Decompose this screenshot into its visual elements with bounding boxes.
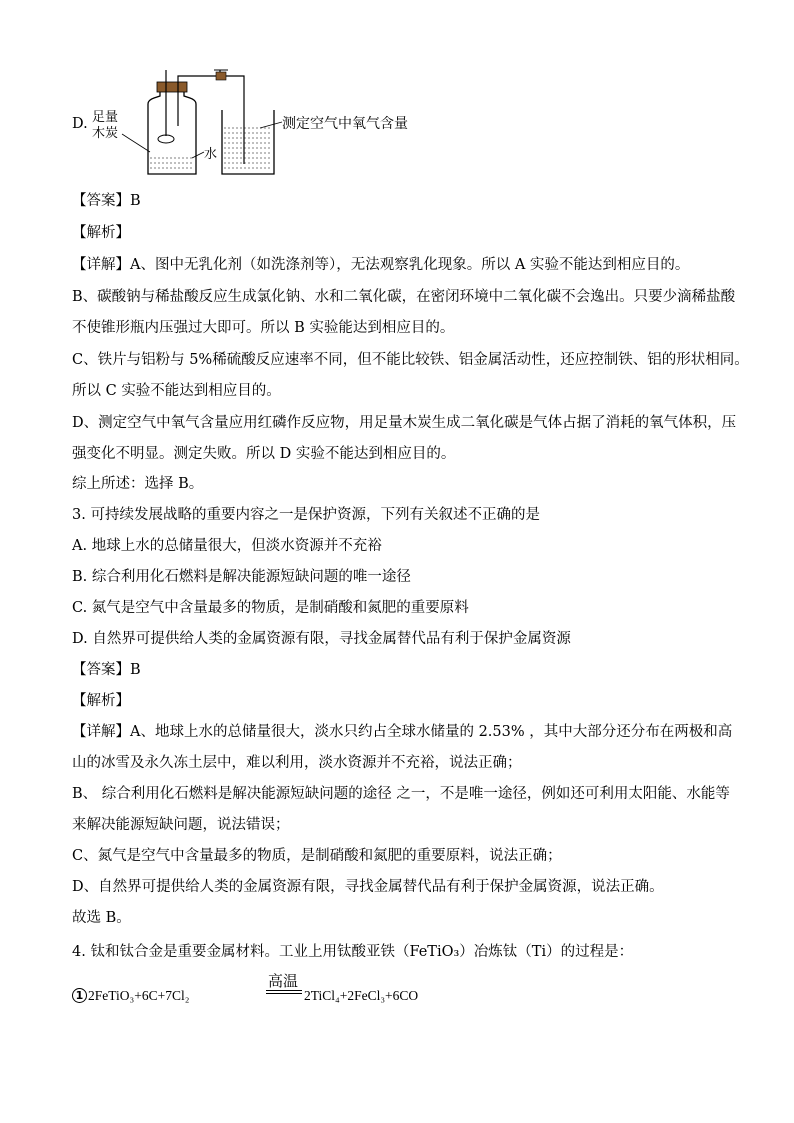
apparatus-diagram [92,66,432,178]
label-charcoal-1: 足量 [92,110,119,125]
equation-products: 2TiCl₄+2FeCl₃+6CO [304,988,419,1003]
label-water: 水 [204,147,218,162]
question-3-option-c: C. 氮气是空气中含量最多的物质，是制硝酸和氮肥的重要原料 [72,600,469,616]
detail-line: C、氮气是空气中含量最多的物质，是制硝酸和氮肥的重要原料，说法正确； [72,848,562,864]
detail-line: 来解决能源短缺问题，说法错误； [72,817,290,833]
equation-reactants: 2FeTiO₃+6C+7Cl₂ [88,988,190,1003]
option-letter: D. [72,116,88,132]
beaker-icon [222,110,274,174]
delivery-tube-icon [220,76,244,164]
clamp-icon [216,72,226,80]
detail-line: 山的冰雪及永久冻土层中，难以利用，淡水资源并不充裕，说法正确； [72,755,522,771]
detail-line: C、铁片与铝粉与 5%稀硫酸反应速率不同，但不能比较铁、铝金属活动性，还应控制铁、铝的形状相同。 [72,352,749,368]
detail-line: 所以 C 实验不能达到相应目的。 [72,383,281,399]
detail-line: 【详解】A、图中无乳化剂（如洗涤剂等），无法观察乳化现象。所以 A 实验不能达到相应目的。 [72,257,690,273]
question-3-option-a: A. 地球上水的总储量很大，但淡水资源并不充裕 [72,538,382,554]
answer-line: 【答案】B [72,662,141,678]
equation-bar [266,990,302,991]
reaction-condition: 高温 [268,972,299,990]
detail-line: D、测定空气中氧气含量应用红磷作反应物，用足量木炭生成二氧化碳是气体占据了消耗的氧气体积，压 [72,415,737,431]
equation-bar [266,993,302,994]
figure-caption: 测定空气中氧气含量 [282,116,408,132]
question-3-option-b: B. 综合利用化石燃料是解决能源短缺问题的唯一途径 [72,569,411,585]
spoon-icon [158,135,174,143]
stopper-icon [157,82,187,92]
detail-line: 不使锥形瓶内压强过大即可。所以 B 实验能达到相应目的。 [72,320,455,336]
question-3-option-d: D. 自然界可提供给人类的金属资源有限，寻找金属替代品有利于保护金属资源 [72,631,571,647]
detail-line: B、碳酸钠与稀盐酸反应生成氯化钠、水和二氧化碳，在密闭环境中二氧化碳不会逸出。只要少滴稀盐酸 [72,289,736,305]
equation-number: 1 [72,988,87,1003]
detail-line: D、自然界可提供给人类的金属资源有限，寻找金属替代品有利于保护金属资源，说法正确。 [72,879,664,895]
summary-line: 综上所述：选择 B。 [72,476,204,492]
analysis-heading: 【解析】 [72,693,130,709]
detail-line: 强变化不明显。测定失败。所以 D 实验不能达到相应目的。 [72,446,456,462]
charcoal-leader-line [122,134,150,152]
conclusion-line: 故选 B。 [72,910,131,926]
question-3-stem: 3. 可持续发展战略的重要内容之一是保护资源，下列有关叙述不正确的是 [72,507,540,523]
answer-line: 【答案】B [72,193,141,209]
chemical-equation [72,970,472,1010]
detail-line: B、 综合利用化石燃料是解决能源短缺问题的途径 之一，不是唯一途径，例如还可利用太阳能、水能等 [72,786,730,802]
label-charcoal-2: 木炭 [92,126,119,141]
detail-line: 【详解】A、地球上水的总储量很大，淡水只约占全球水储量的 2.53% ，其中大部分还分布在两极和高 [72,724,733,740]
flask-icon [148,88,196,174]
question-4-stem: 4. 钛和钛合金是重要金属材料。工业上用钛酸亚铁（FeTiO₃）冶炼钛（Ti）的过程是： [72,944,634,960]
analysis-heading: 【解析】 [72,225,130,241]
apparatus-figure [72,66,432,178]
